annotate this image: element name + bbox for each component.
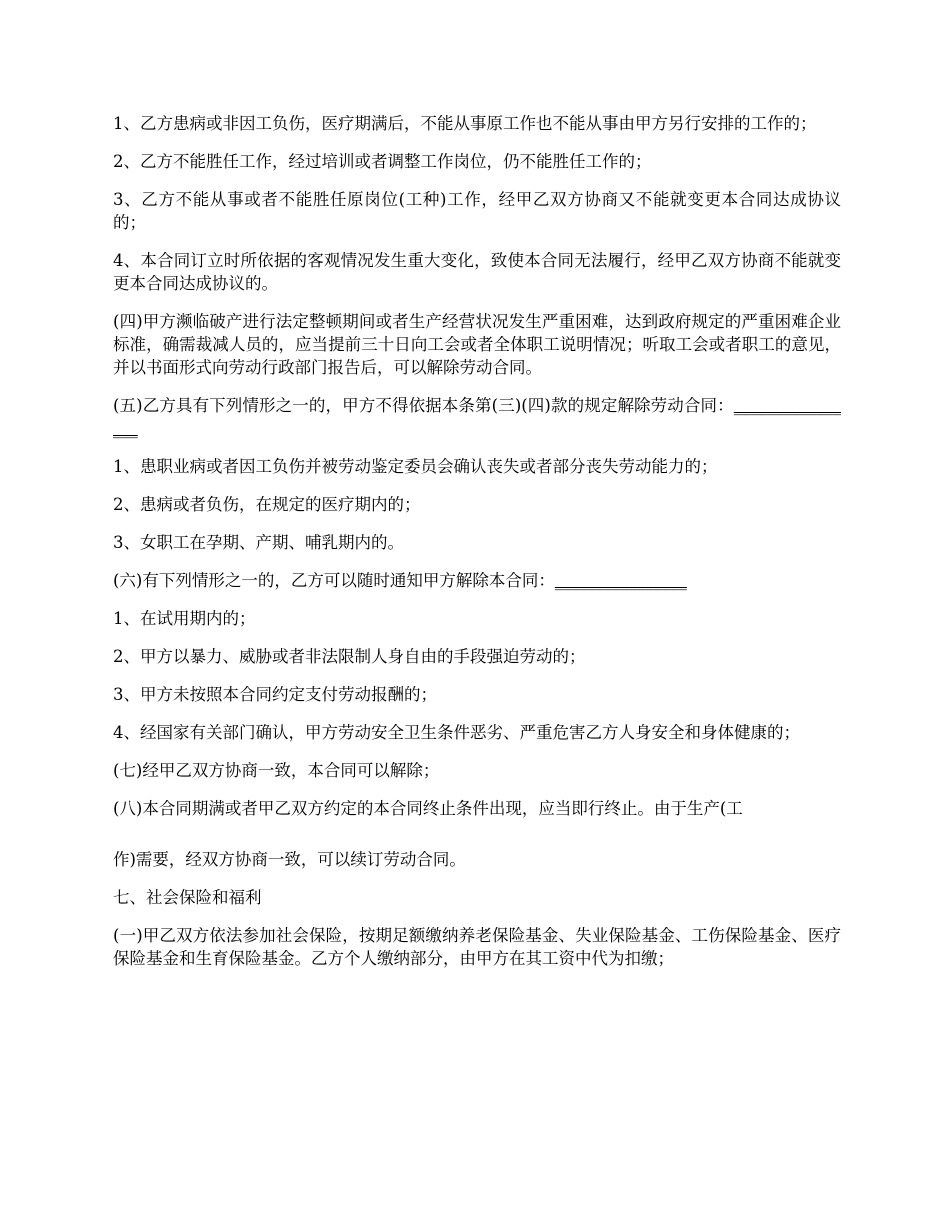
section-6-employee-termination: (六)有下列情形之一的，乙方可以随时通知甲方解除本合同：________________ (113, 571, 687, 590)
clause-3-pregnancy: 3、女职工在孕期、产期、哺乳期内的。 (113, 533, 404, 552)
clause-1-occupational-disease: 1、患职业病或者因工负伤并被劳动鉴定委员会确认丧失或者部分丧失劳动能力的； (113, 457, 718, 476)
fill-in-blank: ________________ (554, 571, 687, 590)
clause-1-probation: 1、在试用期内的； (113, 609, 256, 628)
document-page (113, 112, 841, 985)
section-7-mutual-agreement: (七)经甲乙双方协商一致，本合同可以解除； (113, 761, 440, 780)
fill-in-blank: ________________ (113, 396, 841, 438)
heading-social-insurance: 七、社会保险和福利 (113, 888, 262, 907)
clause-4-circumstances: 4、本合同订立时所依据的客观情况发生重大变化，致使本合同无法履行，经甲乙双方协商不能就变更本合同达成协议的。 (113, 251, 841, 293)
clause-2-medical-period: 2、患病或者负伤，在规定的医疗期内的； (113, 495, 421, 514)
section-1-insurance: (一)甲乙双方依法参加社会保险，按期足额缴纳养老保险基金、失业保险基金、工伤保险基金、医疗保险基金和生育保险基金。乙方个人缴纳部分，由甲方在其工资中代为扣缴； (113, 926, 841, 968)
clause-3-unpaid: 3、甲方未按照本合同约定支付劳动报酬的； (113, 685, 437, 704)
clause-3-position: 3、乙方不能从事或者不能胜任原岗位(工种)工作，经甲乙双方协商又不能就变更本合同达成协议的； (113, 190, 841, 232)
section-5-prohibition: (五)乙方具有下列情形之一的，甲方不得依据本条第(三)(四)款的规定解除劳动合同：________________ (113, 396, 841, 438)
clause-4-safety: 4、经国家有关部门确认，甲方劳动安全卫生条件恶劣、严重危害乙方人身安全和身体健康的； (113, 723, 800, 742)
section-8-expiry-line2: 作)需要，经双方协商一致，可以续订劳动合同。 (113, 850, 466, 869)
section-4-bankruptcy: (四)甲方濒临破产进行法定整顿期间或者生产经营状况发生严重困难，达到政府规定的严重困难企业标准，确需裁减人员的，应当提前三十日向工会或者全体职工说明情况；听取工会或者职工的意见，并以书面形式向劳动行政部门报告后，可以解除劳动合同。 (113, 312, 841, 377)
clause-2-incompetent: 2、乙方不能胜任工作，经过培训或者调整工作岗位，仍不能胜任工作的； (113, 152, 652, 171)
clause-2-forced-labor: 2、甲方以暴力、威胁或者非法限制人身自由的手段强迫劳动的； (113, 647, 586, 666)
clause-1-illness: 1、乙方患病或非因工负伤，医疗期满后，不能从事原工作也不能从事由甲方另行安排的工作的； (113, 114, 817, 133)
section-8-expiry-line1: (八)本合同期满或者甲乙双方约定的本合同终止条件出现，应当即行终止。由于生产(工 (113, 799, 743, 818)
